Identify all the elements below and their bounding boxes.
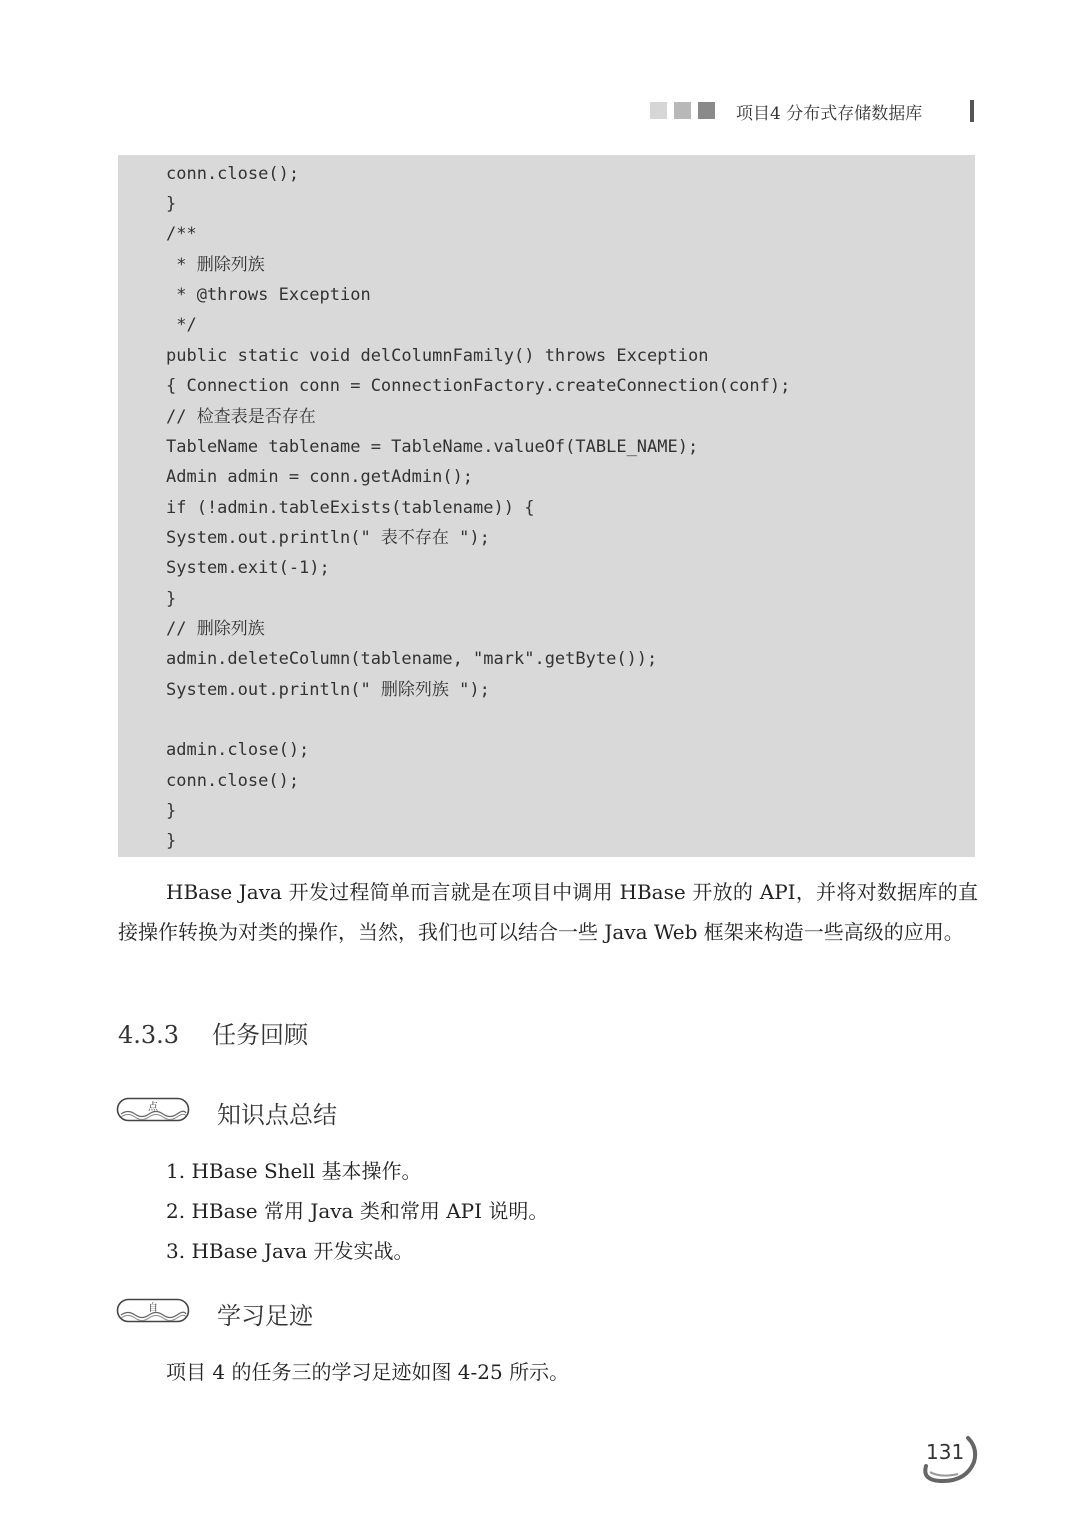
- list-item: 3. HBase Java 开发实战。: [166, 1239, 414, 1263]
- code-line: }: [166, 194, 177, 214]
- list-item: 1. HBase Shell 基本操作。: [166, 1159, 422, 1183]
- code-line: admin.close();: [166, 740, 310, 760]
- running-header: [650, 96, 980, 126]
- code-line: * @throws Exception: [166, 285, 371, 305]
- header-square-dark: [698, 102, 715, 119]
- code-line: public static void delColumnFamily() throws Exception: [166, 346, 709, 366]
- footprint-title: 学习足迹: [217, 1302, 313, 1330]
- footprint-badge-glyph: 自: [148, 1303, 158, 1314]
- section-number: 4.3.3: [118, 1021, 180, 1049]
- knowledge-title: 知识点总结: [217, 1101, 337, 1129]
- code-line: Admin admin = conn.getAdmin();: [166, 467, 474, 487]
- code-line: }: [166, 801, 177, 821]
- code-line: admin.deleteColumn(tablename, "mark".getByte());: [166, 649, 658, 669]
- header-square-light: [650, 102, 667, 119]
- body-paragraph: HBase Java 开发过程简单而言就是在项目中调用 HBase 开放的 API，并将对数据库的直接操作转换为对类的操作，当然，我们也可以结合一些 Java Web 框架来构造一些高级的应用。: [118, 880, 978, 944]
- header-square-medium: [674, 102, 691, 119]
- code-block: [118, 155, 975, 857]
- list-item: 2. HBase 常用 Java 类和常用 API 说明。: [166, 1199, 549, 1223]
- section-heading: [118, 1015, 308, 1050]
- footprint-badge-icon: [116, 1298, 190, 1322]
- page-number-badge: [918, 1432, 980, 1484]
- section-title: 任务回顾: [212, 1021, 308, 1049]
- code-line: TableName tablename = TableName.valueOf(TABLE_NAME);: [166, 437, 699, 457]
- page-number: 131: [926, 1440, 965, 1464]
- header-title: 项目4 分布式存储数据库: [736, 104, 923, 124]
- code-line: conn.close();: [166, 771, 300, 791]
- knowledge-badge-glyph: 点: [148, 1102, 158, 1113]
- code-line: System.exit(-1);: [166, 558, 330, 578]
- code-line: */: [166, 315, 197, 335]
- footprint-badge-shape: [116, 1298, 190, 1324]
- code-line: { Connection conn = ConnectionFactory.createConnection(conf);: [166, 376, 791, 396]
- code-line: System.out.println(" 表不存在 ");: [166, 528, 490, 548]
- footprint-text: 项目 4 的任务三的学习足迹如图 4-25 所示。: [166, 1360, 570, 1384]
- code-line: }: [166, 831, 177, 851]
- knowledge-badge-shape: [116, 1097, 190, 1123]
- code-line: // 删除列族: [166, 619, 265, 639]
- code-line: * 删除列族: [166, 255, 265, 275]
- code-line: /**: [166, 224, 197, 244]
- code-line: System.out.println(" 删除列族 ");: [166, 680, 490, 700]
- code-line: }: [166, 589, 177, 609]
- knowledge-badge-icon: [116, 1097, 190, 1121]
- code-line: conn.close();: [166, 164, 300, 184]
- code-line: // 检查表是否存在: [166, 407, 316, 427]
- code-line: if (!admin.tableExists(tablename)) {: [166, 498, 535, 518]
- header-bar: [970, 100, 974, 122]
